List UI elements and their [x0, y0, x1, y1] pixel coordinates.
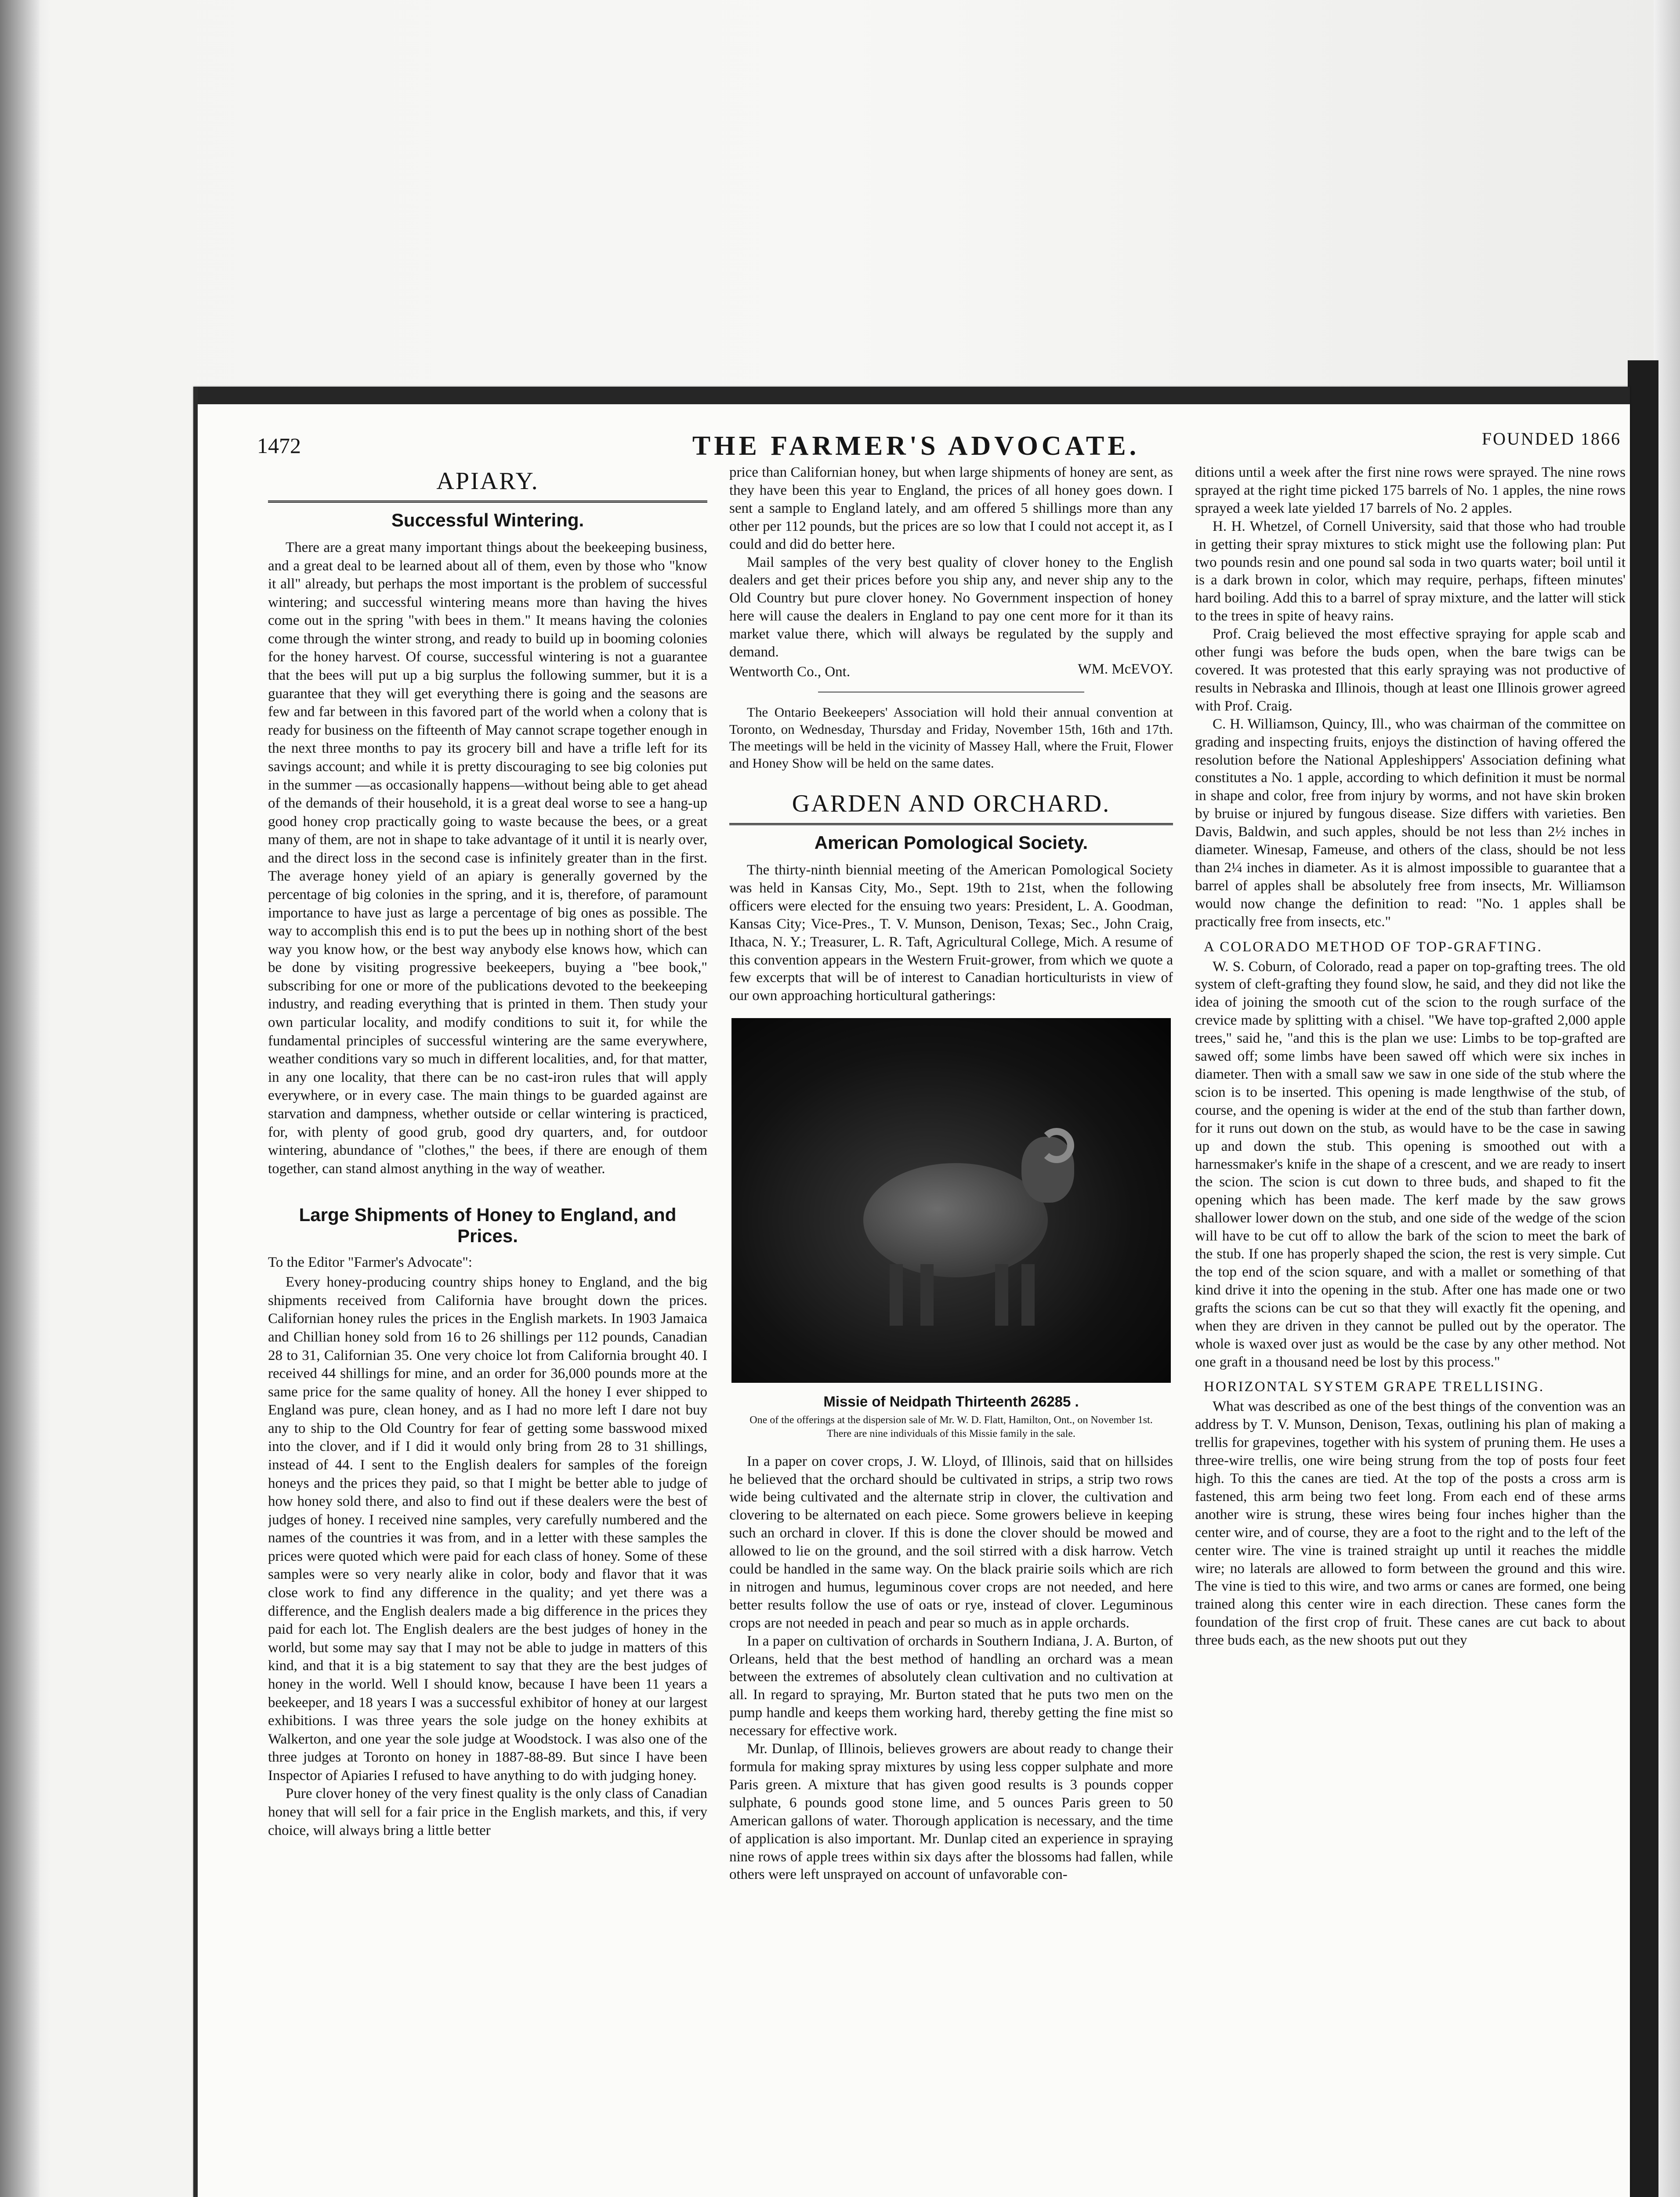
article-title-pomological: American Pomological Society. — [814, 832, 1088, 853]
column-2 — [729, 464, 1173, 2197]
subheading-grape-trellising: HORIZONTAL SYSTEM GRAPE TRELLISING. — [1204, 1379, 1545, 1395]
subheading-top-grafting: A COLORADO METHOD OF TOP-GRAFTING. — [1204, 939, 1542, 955]
sheep-leg-shape — [890, 1264, 903, 1326]
section-heading-apiary: APIARY. — [268, 467, 707, 503]
sheep-body-shape — [863, 1163, 1048, 1277]
sheep-horn-shape — [1039, 1128, 1074, 1163]
newspaper-page — [193, 387, 1630, 2197]
signoff-signature: WM. McEVOY. — [1078, 661, 1173, 677]
letter-signoff — [729, 661, 1173, 680]
article-body-cover-crops: In a paper on cover crops, J. W. Lloyd, of Illinois, said that on hillsides he believed that the orchard should be cultivated in strips, a strip two rows wide being cultivated and the alternate strip in clover, the cultivation and clovering to be alternated on each piece. Some growers believe in keeping such an orchard in clover. If this is done the clover should be mowed and allowed to lie on the ground, and the soil stirred with a disk harrow. Vetch could be handled in the same way. On the black prairie soils which are rich in nitrogen and humus, leguminous cover crops are not needed, and here better results follow the use of oats or rye, instead of clover. Leguminous crops are not needed in peach and pear so much as in apple orchards. — [729, 1453, 1173, 1631]
photo-caption: Missie of Neidpath Thirteenth 26285 . — [823, 1393, 1079, 1410]
column-3 — [1195, 464, 1626, 2197]
article-body-whetzel: H. H. Whetzel, of Cornell University, said that those who had trouble in getting their spray mixtures to stick might use the following plan: Put two pounds resin and one pound sal soda in two quarts water; boil until it is a dark brown in color, which may require, perhaps, fifteen minutes' hard boiling. Add this to a barrel of spray mixture, and the latter will stick to the trees in spite of heavy rains. — [1195, 518, 1626, 624]
article-body-cultivation: In a paper on cultivation of orchards in Southern Indiana, J. A. Burton, of Orleans, held that the best method of handling an orchard was a mean between the extremes of absolutely clean cultivation and no cultivation at all. In regard to spraying, Mr. Burton stated that he puts two men on the pump handle and keeps them working hard, thereby getting the fine mist so necessary for effective work. — [729, 1633, 1173, 1739]
founded-line: FOUNDED 1866 — [1481, 429, 1621, 449]
sheep-leg-shape — [1021, 1264, 1035, 1326]
sheep-leg-shape — [920, 1264, 934, 1326]
article-body-wintering: There are a great many important things about the beekeeping business, and a great deal to be learned about all of them, even by those who "know it all" already, but perhaps the most important is the problem of successful wintering; and successful wintering means more than having the hives come out in the spring "with bees in them." It means having the colonies come through the winter strong, and ready to build up in booming colonies for the honey harvest. Of course, successful wintering is not a guarantee that the bees will put up a big surplus the following summer, but it is a guarantee that they will get everything there is going and the seasons are few and far between in this favored part of the world when a colony that is ready for business on the fifteenth of May cannot scrape together enough in the next three months to pay its grocery bill and have a trifle left for its savings account; and while it is pretty discouraging to see big colonies put in the summer —as occasionally happens—without being able to get ahead of the demands of their household, it is a great deal worse to see a hang-up good honey crop practically going to waste because the bees, or a great many of them, are not in shape to take advantage of it until it is nearly over, and the direct loss in the second case is infinitely greater than in the first. The average honey yield of an apiary is generally governed by the percentage of big colonies in the spring, and it is, therefore, of paramount importance to have just as large a percentage of big ones as possible. The way to accomplish this end is to put the bees up in nothing short of the best way you know how, or the best way anybody else knows how, which can be done by visiting progressive beekeepers, buying a "bee book," subscribing for one or more of the publications devoted to the beekeeping industry, and reading everything that is printed in them. Then study your own particular locality, and modify conditions to suit it, for while the fundamental principles of successful wintering are the same everywhere, weather conditions vary so much in different localities, and, for that matter, in any one locality, that there can be no cast-iron rules that will apply everywhere, or in every case. The main things to be guarded against are starvation and dampness, whether outside or cellar wintering is practiced, for, with plenty of good grub, good dry quarters, and, for outdoor wintering, abundance of "clothes," the bees, if there are enough of them together, can stand almost anything in the way of weather. — [268, 540, 707, 1177]
photo-missie-of-neidpath — [731, 1018, 1171, 1383]
article-body-top-grafting: W. S. Coburn, of Colorado, read a paper on top-grafting trees. The old system of cleft-grafting they found slow, he said, and they did not like the idea of joining the smooth cut of the scion to the rough surface of the crevice made by splitting with a chisel. "We have top-grafted 2,000 apple trees," said he, "and this is the plan we use: Limbs to be top-grafted are sawed off; some limbs have been sawed off which were six inches in diameter. Then with a small saw we saw in one side of the stub where the scion is to be inserted. This opening is made lengthwise of the stub, of course, and the opening is wider at the end of the stub than farther down, for it runs out down on the stub, as would have to be the case in sawing up and down the stub. This opening is smoothed out with a harnessmaker's knife in the shape of a crescent, and we are ready to insert the scion. The scion is cut down to three buds, and shaped to fit the opening which has been made. The kerf made by the saw grows shallower lower down on the stub, and one side of the wedge of the scion will have to be cut off to allow the bark of the scion to meet the bark of the stub. If one has properly shaped the scion, the rest is very simple. Cut the top end of the scion square, and with a mallet or something of that kind drive it into the opening in the stub. After one has made one or two grafts the scions can be cut so that they will exactly fit the opening, and when they are driven in they cannot be pulled out by the operator. The whole is waxed over just as would be the case by any other method. Not one graft in a thousand need be lost by this process." — [1195, 958, 1626, 1370]
convention-notice: The Ontario Beekeepers' Association will hold their annual convention at Toronto, on Wednesday, Thursday and Friday, November 15th, 16th and 17th. The meetings will be held in the vicinity of Massey Hall, where the Fruit, Flower and Honey Show will be held on the same dates. — [729, 704, 1173, 771]
column-1 — [268, 464, 707, 2197]
signoff-place: Wentworth Co., Ont. — [729, 663, 851, 680]
article-body-shipments-cont: price than Californian honey, but when large shipments of honey are sent, as they have been this year to England, the prices of all honey goes down. I sent a sample to England lately, and am offered 5 shillings more than any other per 112 pounds, but the prices are so low that I could not accept it, as I could and did do better here. — [729, 464, 1173, 552]
article-body-craig: Prof. Craig believed the most effective spraying for apple scab and other fungi was before the buds open, when the bare twigs can be covered. It was protested that this early spraying was not productive of results in Nebraska and Illinois, though at least one Illinois grower agreed with Prof. Craig. — [1195, 626, 1626, 714]
article-body-shipments-advice: Mail samples of the very best quality of clover honey to the English dealers and get their prices before you ship any, and never ship any to the Old Country but pure clover honey. No Government inspection of honey here will cause the dealers in England to pay one cent more for it than its market value there, which will always be regulated by the supply and demand. — [729, 554, 1173, 660]
page-binding-shadow — [1628, 360, 1658, 2197]
article-body-shipments: Every honey-producing country ships honey to England, and the big shipments received from California have brought down the prices. Californian honey rules the prices in the English markets. In 1903 Jamaica and Chillian honey sold from 16 to 26 shillings per 112 pounds, Canadian 28 to 31, Californian 35. One very choice lot from California brought 40. I received 44 shillings for mine, and an order for 36,000 pounds more at the same price for the same quality of honey. All the honey I ever shipped to England was pure, clean honey, and as I had no more left I dare not buy any to ship to the Old Country for fear of getting some basswood mixed into the clover, and if I did it would only bring from 28 to 31 shillings, instead of 44. I sent to the English dealers for samples of the foreign honeys and the prices they paid, so that I might be better able to judge of how honey sold there, and also to find out if these dealers were the best of judges of honey. I received nine samples, very carefully numbered and the names of the countries it was from, and in a letter with these samples the prices were quoted which were paid for each class of honey. Some of these samples were so very nearly alike in color, body and flavor that it was close work to find any difference in the quality; and yet there was a difference, and the English dealers made a big difference in the prices they paid for each lot. The English dealers are the best judges of honey in the world, but some may say that I may not be able to judge in matters of this kind, and that it is a big statement to say that they are the best judges of honey in the world. Well I should know, because I have been 11 years a beekeeper, and 18 years I was a successful exhibitor of honey at our largest exhibitions. I was three years the sole judge on the honey exhibits at Walkerton, and one year the sole judge at Woodstock. I was also one of the three judges at Toronto on honey in 1887-88-89. But since I have been Inspector of Apiaries I refused to have anything to do with judging honey. — [268, 1274, 707, 1784]
letter-salutation: To the Editor "Farmer's Advocate": — [268, 1254, 472, 1271]
photo-caption-note: One of the offerings at the dispersion sale of Mr. W. D. Flatt, Hamilton, Ont., on November 1st. There are nine individuals of this Missie family in the sale. — [749, 1414, 1153, 1440]
section-heading-garden: GARDEN AND ORCHARD. — [729, 790, 1173, 825]
article-title-shipments: Large Shipments of Honey to England, and Prices. — [299, 1204, 677, 1247]
article-title-wintering: Successful Wintering. — [391, 510, 584, 530]
sheep-leg-shape — [995, 1264, 1008, 1326]
article-body-spraying-results: ditions until a week after the first nine rows were sprayed. The nine rows sprayed at the right time picked 175 barrels of No. 1 apples, the nine rows sprayed a week late yielded 17 barrels of No. 2 apples. — [1195, 464, 1626, 516]
article-body-shipments-2: Pure clover honey of the very finest quality is the only class of Canadian honey that will sell for a fair price in the English markets, and this, if very choice, will always bring a little better — [268, 1786, 707, 1838]
article-body-pomological-intro: The thirty-ninth biennial meeting of the American Pomological Society was held in Kansas City, Mo., Sept. 19th to 21st, when the following officers were elected for the ensuing two years: President, L. A. Goodman, Kansas City; Vice-Pres., T. V. Munson, Denison, Texas; Sec., John Craig, Ithaca, N. Y.; Treasurer, L. R. Taft, Agricultural College, Mich. A resume of this convention appears in the Western Fruit-grower, from which we quote a few excerpts that will be of interest to Canadian horticulturists in view of our own approaching horticultural gatherings: — [729, 862, 1173, 1004]
masthead-title: THE FARMER'S ADVOCATE. — [692, 431, 1140, 461]
article-body-williamson: C. H. Williamson, Quincy, Ill., who was chairman of the committee on grading and inspecting fruits, enjoys the distinction of having offered the resolution before the National Appleshippers' Association defining what constitutes a No. 1 apple, according to which definition it must be normal in shape and color, free from injury by worms, and not have skin broken by bruise or injured by fungous disease. Size differs with varieties. Ben Davis, Baldwin, and such apples, should be not less than 2½ inches in diameter. Winesap, Fameuse, and others of the class, should be not less than 2¼ inches in diameter. As it is almost impossible to guarantee that a barrel of apples shall be absolutely free from insects, Mr. Williamson would now change the definition to read: "No. 1 apples shall be practically free from insects, etc." — [1195, 716, 1626, 930]
film-edge-left — [0, 0, 40, 2197]
page-number: 1472 — [257, 433, 301, 458]
article-body-dunlap: Mr. Dunlap, of Illinois, believes growers are about ready to change their formula for making spray mixtures by using less copper sulphate and more Paris green. A mixture that has given good results is 3 pounds copper sulphate, 6 pounds good stone lime, and 5 ounces Paris green to 50 American gallons of water. Thorough application is necessary, and the time of application is also important. Mr. Dunlap cited an experience in spraying nine rows of apple trees within six days after the blossoms had fallen, while others were left unsprayed on account of unfavorable con- — [729, 1741, 1173, 1883]
article-body-grape-trellising: What was described as one of the best things of the convention was an address by T. V. Munson, Denison, Texas, outlining his plan of making a trellis for grapevines, together with his system of pruning them. He uses a three-wire trellis, one wire being strung from the top of posts four feet high. To this the canes are tied. At the top of the posts a cross arm is fastened, this arm being two feet long. From each end of these arms another wire is strung, these wires being four inches higher than the center wire, and of course, they are a foot to the right and to the left of the center wire. The vine is trained straight up until it reaches the middle wire; no laterals are allowed to form between the ground and this wire. The vine is tied to this wire, and two arms or canes are formed, one being trained along this center wire in each direction. These canes form the foundation of the first crop of fruit. These canes are cut back to about three buds each, as the new shoots put out they — [1195, 1399, 1626, 1649]
